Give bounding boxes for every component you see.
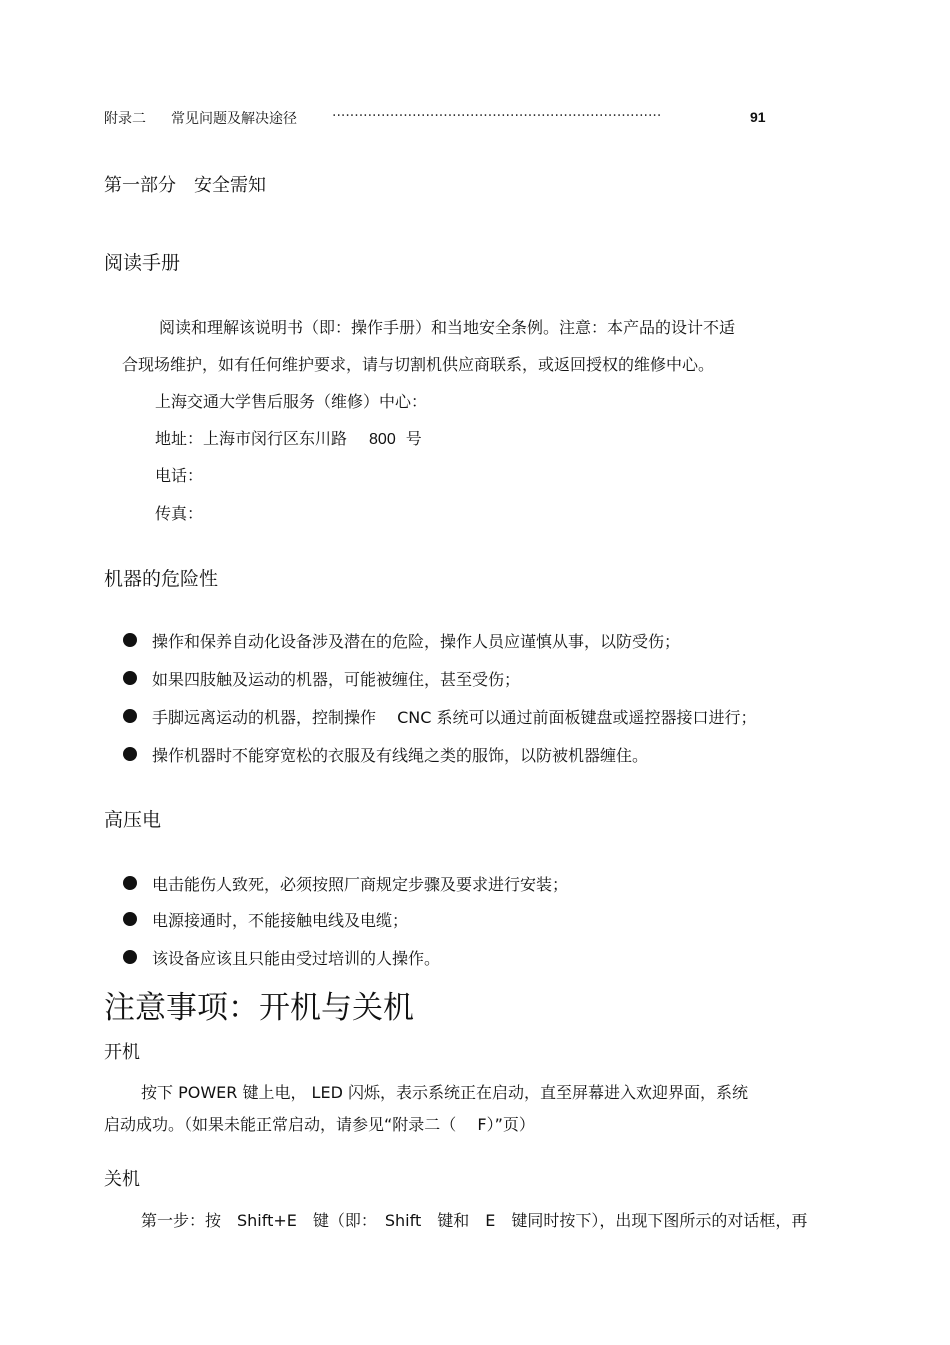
power-on-heading: 开机	[104, 1042, 140, 1063]
toc-label: 附录二	[104, 111, 146, 127]
list-item-text: 手脚远离运动的机器，控制操作 CNC 系统可以通过前面板键盘或遥控器接口进行；	[152, 708, 757, 727]
power-on-para-line1: 按下 POWER 键上电， LED 闪烁，表示系统正在启动，直至屏幕进入欢迎界面，系统	[141, 1083, 748, 1102]
toc-entry	[104, 108, 784, 128]
list-item-text: 电源接通时，不能接触电线及电缆；	[152, 911, 409, 930]
address-number: 800	[369, 431, 396, 448]
list-item-text: 该设备应该且只能由受过培训的人操作。	[152, 949, 441, 968]
list-item-text: 电击能伤人致死，必须按照厂商规定步骤及要求进行安装；	[152, 875, 569, 894]
fax-label: 传真：	[155, 504, 204, 523]
phone-label: 电话：	[155, 466, 204, 485]
high-voltage-heading: 高压电	[104, 809, 162, 831]
bullet-icon	[123, 709, 137, 723]
list-item-text: 如果四肢触及运动的机器，可能被缠住，甚至受伤；	[152, 670, 521, 689]
toc-page-number: 91	[750, 109, 766, 125]
address-line	[155, 426, 422, 449]
address-text: 地址：上海市闵行区东川路	[155, 429, 348, 448]
power-off-para-line1: 第一步：按 Shift+E 键（即： Shift 键和 E 键同时按下），出现下图所示的对话框，再	[141, 1211, 808, 1230]
service-center-label: 上海交通大学售后服务（维修）中心：	[155, 392, 428, 411]
bullet-icon	[123, 747, 137, 761]
bullet-icon	[123, 633, 137, 647]
read-manual-heading: 阅读手册	[104, 252, 181, 274]
notice-heading: 注意事项：开机与关机	[104, 990, 414, 1026]
power-on-para-line2: 启动成功。（如果未能正常启动，请参见“附录二（ F）”页）	[104, 1115, 535, 1134]
read-manual-para-line2: 合现场维护，如有任何维护要求，请与切割机供应商联系，或返回授权的维修中心。	[122, 355, 715, 374]
bullet-icon	[123, 671, 137, 685]
address-suffix: 号	[405, 429, 422, 448]
list-item-text: 操作机器时不能穿宽松的衣服及有线绳之类的服饰，以防被机器缠住。	[152, 746, 649, 765]
bullet-icon	[123, 912, 137, 926]
power-off-heading: 关机	[104, 1169, 140, 1190]
bullet-icon	[123, 950, 137, 964]
bullet-icon	[123, 876, 137, 890]
part-title: 第一部分 安全需知	[104, 175, 266, 196]
read-manual-para-line1: 阅读和理解该说明书（即：操作手册）和当地安全条例。注意：本产品的设计不适	[159, 318, 736, 337]
list-item-text: 操作和保养自动化设备涉及潜在的危险，操作人员应谨慎从事，以防受伤；	[152, 632, 681, 651]
toc-leader-dots: ··········································································	[332, 108, 662, 124]
toc-title: 常见问题及解决途径	[171, 111, 297, 127]
machine-danger-heading: 机器的危险性	[104, 568, 219, 590]
